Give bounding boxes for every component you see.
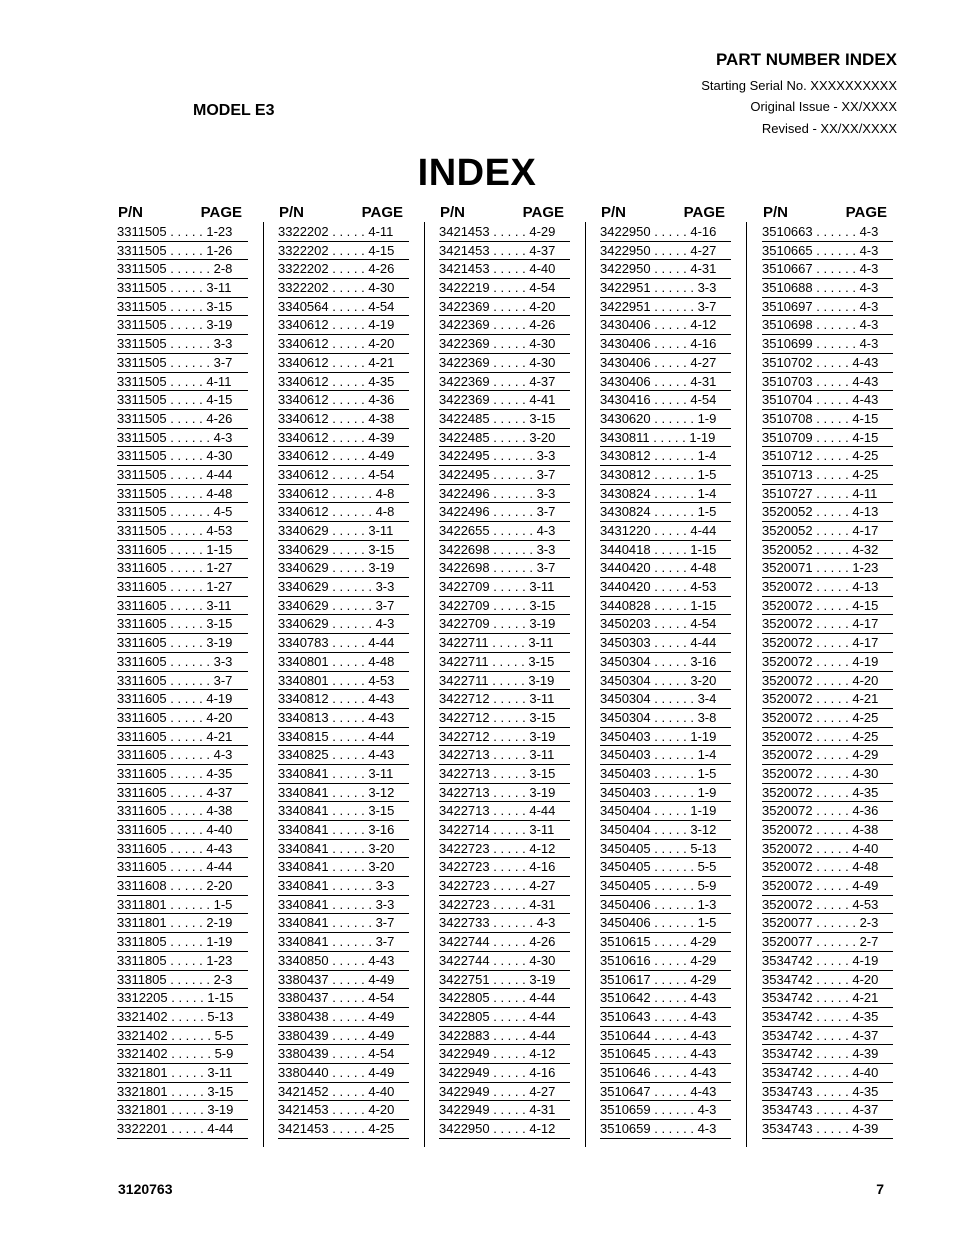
index-entry: 3422655 . . . . . . 4-3 (439, 522, 570, 541)
index-entry: 3430406 . . . . . 4-27 (600, 354, 731, 373)
index-entry: 3340612 . . . . . . 4-8 (278, 503, 409, 522)
index-entry: 3340612 . . . . . . 4-8 (278, 485, 409, 504)
index-entry: 3340841 . . . . . 3-12 (278, 784, 409, 803)
index-entry: 3340841 . . . . . 3-16 (278, 821, 409, 840)
index-entry: 3422369 . . . . . 4-20 (439, 298, 570, 317)
index-entry: 3510704 . . . . . 4-43 (762, 391, 893, 410)
index-entry: 3422949 . . . . . 4-16 (439, 1064, 570, 1083)
page-header: PAGE (200, 204, 242, 221)
index-entry: 3311605 . . . . . 4-44 (117, 858, 248, 877)
index-entry: 3422709 . . . . . 3-19 (439, 615, 570, 634)
index-entry: 3520077 . . . . . . 2-7 (762, 933, 893, 952)
index-entry: 3311605 . . . . . 1-27 (117, 578, 248, 597)
index-entry: 3422495 . . . . . . 3-7 (439, 466, 570, 485)
index-entry: 3520071 . . . . . 1-23 (762, 559, 893, 578)
index-entry: 3380437 . . . . . 4-49 (278, 971, 409, 990)
index-entry: 3534742 . . . . . 4-19 (762, 952, 893, 971)
index-entry: 3340629 . . . . . . 3-3 (278, 578, 409, 597)
index-entry: 3340841 . . . . . 3-20 (278, 840, 409, 859)
index-entry: 3520072 . . . . . 4-53 (762, 896, 893, 915)
index-entry: 3510659 . . . . . . 4-3 (600, 1101, 731, 1120)
column-header (117, 203, 248, 223)
index-entry: 3510659 . . . . . . 4-3 (600, 1120, 731, 1139)
index-entry: 3380439 . . . . . 4-49 (278, 1027, 409, 1046)
index-entry: 3520072 . . . . . 4-19 (762, 653, 893, 672)
index-entry: 3510703 . . . . . 4-43 (762, 373, 893, 392)
index-entry: 3340841 . . . . . . 3-3 (278, 896, 409, 915)
index-entry: 3450403 . . . . . . 1-5 (600, 765, 731, 784)
page-header: PAGE (522, 204, 564, 221)
index-entry: 3534742 . . . . . 4-20 (762, 971, 893, 990)
index-entry: 3311605 . . . . . . 3-7 (117, 672, 248, 691)
index-entry: 3430406 . . . . . 4-31 (600, 373, 731, 392)
pn-header: P/N (601, 204, 627, 221)
index-entry: 3340612 . . . . . 4-36 (278, 391, 409, 410)
index-entry: 3450403 . . . . . . 1-4 (600, 746, 731, 765)
pn-header: P/N (118, 204, 144, 221)
index-entry: 3534743 . . . . . 4-35 (762, 1083, 893, 1102)
index-entry: 3534742 . . . . . 4-39 (762, 1045, 893, 1064)
original-issue-line: Original Issue - XX/XXXX (750, 99, 897, 114)
index-entry: 3450304 . . . . . 3-16 (600, 653, 731, 672)
index-entry: 3440420 . . . . . 4-53 (600, 578, 731, 597)
index-column-2 (278, 203, 409, 1139)
index-entry: 3422369 . . . . . 4-30 (439, 354, 570, 373)
index-entry: 3322201 . . . . . 4-44 (117, 1120, 248, 1139)
index-entry: 3340815 . . . . . 4-44 (278, 728, 409, 747)
index-entry: 3311505 . . . . . 4-53 (117, 522, 248, 541)
index-entry: 3340629 . . . . . . 3-7 (278, 597, 409, 616)
index-entry: 3340841 . . . . . . 3-3 (278, 877, 409, 896)
index-entry: 3422713 . . . . . 3-15 (439, 765, 570, 784)
index-entry: 3510708 . . . . . 4-15 (762, 410, 893, 429)
index-entry: 3450406 . . . . . . 1-3 (600, 896, 731, 915)
index-column-1 (117, 203, 248, 1139)
index-entry: 3520052 . . . . . 4-32 (762, 541, 893, 560)
index-entry: 3422711 . . . . . 3-15 (439, 653, 570, 672)
index-entry: 3534742 . . . . . 4-35 (762, 1008, 893, 1027)
index-entry: 3422713 . . . . . 4-44 (439, 802, 570, 821)
index-entry: 3311505 . . . . . 4-26 (117, 410, 248, 429)
index-entry: 3520072 . . . . . 4-38 (762, 821, 893, 840)
index-entry: 3380438 . . . . . 4-49 (278, 1008, 409, 1027)
index-column-5 (762, 203, 893, 1139)
index-entry: 3311505 . . . . . 4-48 (117, 485, 248, 504)
index-entry: 3520072 . . . . . 4-17 (762, 615, 893, 634)
index-entry: 3422949 . . . . . 4-27 (439, 1083, 570, 1102)
index-entry: 3421453 . . . . . 4-20 (278, 1101, 409, 1120)
index-entry: 3520072 . . . . . 4-21 (762, 690, 893, 709)
column-header (600, 203, 731, 223)
index-entry: 3520072 . . . . . 4-13 (762, 578, 893, 597)
index-entry: 3510642 . . . . . 4-43 (600, 989, 731, 1008)
index-entry: 3422751 . . . . . 3-19 (439, 971, 570, 990)
index-entry: 3340612 . . . . . 4-20 (278, 335, 409, 354)
index-entry: 3520072 . . . . . 4-36 (762, 802, 893, 821)
index-entry: 3422949 . . . . . 4-31 (439, 1101, 570, 1120)
index-entry: 3510709 . . . . . 4-15 (762, 429, 893, 448)
index-entry: 3340801 . . . . . 4-53 (278, 672, 409, 691)
document-number: 3120763 (118, 1181, 173, 1197)
index-entry: 3421452 . . . . . 4-40 (278, 1083, 409, 1102)
index-entry: 3311505 . . . . . 4-11 (117, 373, 248, 392)
index-entry: 3534742 . . . . . 4-37 (762, 1027, 893, 1046)
pn-header: P/N (279, 204, 305, 221)
index-entry: 3322202 . . . . . 4-26 (278, 260, 409, 279)
index-entry: 3422709 . . . . . 3-11 (439, 578, 570, 597)
index-entry: 3321402 . . . . . 5-13 (117, 1008, 248, 1027)
index-entry: 3340801 . . . . . 4-48 (278, 653, 409, 672)
index-entry: 3520072 . . . . . 4-25 (762, 709, 893, 728)
index-entry: 3510667 . . . . . . 4-3 (762, 260, 893, 279)
page-number: 7 (876, 1181, 884, 1197)
index-entry: 3422714 . . . . . 3-11 (439, 821, 570, 840)
index-entry: 3340629 . . . . . 3-19 (278, 559, 409, 578)
index-entry: 3422713 . . . . . 3-19 (439, 784, 570, 803)
index-entry: 3422805 . . . . . 4-44 (439, 1008, 570, 1027)
index-entry: 3380439 . . . . . 4-54 (278, 1045, 409, 1064)
revised-line: Revised - XX/XX/XXXX (761, 121, 897, 136)
section-title: PART NUMBER INDEX (715, 50, 897, 69)
index-entry: 3311505 . . . . . . 3-7 (117, 354, 248, 373)
index-entry: 3340564 . . . . . 4-54 (278, 298, 409, 317)
index-rows (600, 223, 731, 1139)
index-entry: 3450403 . . . . . 1-19 (600, 728, 731, 747)
index-entry: 3510617 . . . . . 4-29 (600, 971, 731, 990)
index-entry: 3321801 . . . . . 3-11 (117, 1064, 248, 1083)
index-entry: 3322202 . . . . . 4-11 (278, 223, 409, 242)
index-rows (278, 223, 409, 1139)
pn-header: P/N (440, 204, 466, 221)
index-entry: 3510616 . . . . . 4-29 (600, 952, 731, 971)
index-entry: 3311505 . . . . . . 2-8 (117, 260, 248, 279)
index-entry: 3422744 . . . . . 4-26 (439, 933, 570, 952)
index-entry: 3340612 . . . . . 4-38 (278, 410, 409, 429)
index-entry: 3322202 . . . . . 4-15 (278, 242, 409, 261)
index-entry: 3450405 . . . . . 5-13 (600, 840, 731, 859)
column-divider (746, 222, 747, 1147)
index-entry: 3311605 . . . . . 3-15 (117, 615, 248, 634)
index-entry: 3520072 . . . . . 4-35 (762, 784, 893, 803)
column-header (762, 203, 893, 223)
index-entry: 3422369 . . . . . 4-30 (439, 335, 570, 354)
index-entry: 3422723 . . . . . 4-27 (439, 877, 570, 896)
index-entry: 3311605 . . . . . 4-19 (117, 690, 248, 709)
index-entry: 3340612 . . . . . 4-39 (278, 429, 409, 448)
index-entry: 3311505 . . . . . 1-26 (117, 242, 248, 261)
index-entry: 3510699 . . . . . . 4-3 (762, 335, 893, 354)
index-entry: 3422712 . . . . . 3-11 (439, 690, 570, 709)
index-entry: 3430416 . . . . . 4-54 (600, 391, 731, 410)
index-entry: 3520072 . . . . . 4-20 (762, 672, 893, 691)
index-entry: 3422495 . . . . . . 3-3 (439, 447, 570, 466)
index-entry: 3510698 . . . . . . 4-3 (762, 316, 893, 335)
index-entry: 3311505 . . . . . . 3-3 (117, 335, 248, 354)
index-entry: 3510643 . . . . . 4-43 (600, 1008, 731, 1027)
index-entry: 3321801 . . . . . 3-15 (117, 1083, 248, 1102)
index-entry: 3422723 . . . . . 4-31 (439, 896, 570, 915)
index-entry: 3321402 . . . . . . 5-5 (117, 1027, 248, 1046)
index-entry: 3450304 . . . . . . 3-8 (600, 709, 731, 728)
index-entry: 3422883 . . . . . 4-44 (439, 1027, 570, 1046)
index-entry: 3510702 . . . . . 4-43 (762, 354, 893, 373)
column-divider (424, 222, 425, 1147)
index-entry: 3422709 . . . . . 3-15 (439, 597, 570, 616)
column-divider (585, 222, 586, 1147)
index-entry: 3534743 . . . . . 4-39 (762, 1120, 893, 1139)
index-entry: 3430812 . . . . . . 1-4 (600, 447, 731, 466)
index-entry: 3510665 . . . . . . 4-3 (762, 242, 893, 261)
index-entry: 3422950 . . . . . 4-27 (600, 242, 731, 261)
index-rows (762, 223, 893, 1139)
index-entry: 3311505 . . . . . 4-15 (117, 391, 248, 410)
index-entry: 3520052 . . . . . 4-13 (762, 503, 893, 522)
index-entry: 3340841 . . . . . 3-11 (278, 765, 409, 784)
index-entry: 3380437 . . . . . 4-54 (278, 989, 409, 1008)
index-entry: 3422713 . . . . . 3-11 (439, 746, 570, 765)
index-entry: 3520052 . . . . . 4-17 (762, 522, 893, 541)
index-entry: 3311805 . . . . . . 2-3 (117, 971, 248, 990)
index-entry: 3321402 . . . . . . 5-9 (117, 1045, 248, 1064)
index-entry: 3311605 . . . . . . 3-3 (117, 653, 248, 672)
index-entry: 3520072 . . . . . 4-29 (762, 746, 893, 765)
index-entry: 3311505 . . . . . 3-19 (117, 316, 248, 335)
index-entry: 3510615 . . . . . 4-29 (600, 933, 731, 952)
index-entry: 3422949 . . . . . 4-12 (439, 1045, 570, 1064)
index-entry: 3311505 . . . . . . 4-3 (117, 429, 248, 448)
index-entry: 3520077 . . . . . . 2-3 (762, 914, 893, 933)
index-entry: 3510663 . . . . . . 4-3 (762, 223, 893, 242)
index-entry: 3440418 . . . . . 1-15 (600, 541, 731, 560)
index-entry: 3430620 . . . . . . 1-9 (600, 410, 731, 429)
index-entry: 3430824 . . . . . . 1-5 (600, 503, 731, 522)
index-entry: 3520072 . . . . . 4-49 (762, 877, 893, 896)
index-entry: 3340612 . . . . . 4-21 (278, 354, 409, 373)
column-divider (263, 222, 264, 1147)
index-entry: 3311605 . . . . . 4-37 (117, 784, 248, 803)
page-title: INDEX (417, 152, 537, 194)
index-entry: 3311505 . . . . . 4-44 (117, 466, 248, 485)
index-entry: 3422950 . . . . . 4-31 (600, 260, 731, 279)
index-entry: 3520072 . . . . . 4-40 (762, 840, 893, 859)
index-entry: 3422369 . . . . . 4-37 (439, 373, 570, 392)
index-entry: 3311605 . . . . . 4-21 (117, 728, 248, 747)
index-entry: 3340841 . . . . . 3-15 (278, 802, 409, 821)
index-entry: 3322202 . . . . . 4-30 (278, 279, 409, 298)
index-rows (439, 223, 570, 1139)
column-header (278, 203, 409, 223)
index-entry: 3422951 . . . . . . 3-7 (600, 298, 731, 317)
index-entry: 3311605 . . . . . 3-19 (117, 634, 248, 653)
index-entry: 3510646 . . . . . 4-43 (600, 1064, 731, 1083)
index-entry: 3510727 . . . . . 4-11 (762, 485, 893, 504)
index-entry: 3422219 . . . . . 4-54 (439, 279, 570, 298)
index-entry: 3311805 . . . . . 1-23 (117, 952, 248, 971)
index-entry: 3311805 . . . . . 1-19 (117, 933, 248, 952)
index-entry: 3340612 . . . . . 4-49 (278, 447, 409, 466)
index-entry: 3430824 . . . . . . 1-4 (600, 485, 731, 504)
index-entry: 3534743 . . . . . 4-37 (762, 1101, 893, 1120)
index-entry: 3440420 . . . . . 4-48 (600, 559, 731, 578)
index-entry: 3430811 . . . . . 1-19 (600, 429, 731, 448)
index-entry: 3510697 . . . . . . 4-3 (762, 298, 893, 317)
index-entry: 3340629 . . . . . 3-15 (278, 541, 409, 560)
index-entry: 3422951 . . . . . . 3-3 (600, 279, 731, 298)
page-header: PAGE (845, 204, 887, 221)
index-entry: 3440828 . . . . . 1-15 (600, 597, 731, 616)
index-entry: 3450304 . . . . . 3-20 (600, 672, 731, 691)
index-entry: 3311605 . . . . . 4-38 (117, 802, 248, 821)
index-entry: 3340841 . . . . . . 3-7 (278, 914, 409, 933)
index-entry: 3311605 . . . . . 4-35 (117, 765, 248, 784)
index-entry: 3510645 . . . . . 4-43 (600, 1045, 731, 1064)
index-entry: 3450203 . . . . . 4-54 (600, 615, 731, 634)
index-entry: 3450405 . . . . . . 5-5 (600, 858, 731, 877)
serial-number-line: Starting Serial No. XXXXXXXXXX (701, 78, 897, 93)
pn-header: P/N (763, 204, 789, 221)
index-entry: 3534742 . . . . . 4-21 (762, 989, 893, 1008)
index-entry: 3430812 . . . . . . 1-5 (600, 466, 731, 485)
index-entry: 3422711 . . . . . 3-19 (439, 672, 570, 691)
index-entry: 3421453 . . . . . 4-40 (439, 260, 570, 279)
index-entry: 3340612 . . . . . 4-35 (278, 373, 409, 392)
index-entry: 3311505 . . . . . 3-11 (117, 279, 248, 298)
index-entry: 3510688 . . . . . . 4-3 (762, 279, 893, 298)
page-header: PAGE (361, 204, 403, 221)
index-entry: 3450404 . . . . . 3-12 (600, 821, 731, 840)
index-entry: 3450303 . . . . . 4-44 (600, 634, 731, 653)
index-entry: 3340825 . . . . . 4-43 (278, 746, 409, 765)
index-entry: 3422950 . . . . . 4-12 (439, 1120, 570, 1139)
index-entry: 3510713 . . . . . 4-25 (762, 466, 893, 485)
index-entry: 3422711 . . . . . 3-11 (439, 634, 570, 653)
index-entry: 3430406 . . . . . 4-16 (600, 335, 731, 354)
index-entry: 3312205 . . . . . 1-15 (117, 989, 248, 1008)
index-entry: 3311505 . . . . . 4-30 (117, 447, 248, 466)
index-entry: 3422744 . . . . . 4-30 (439, 952, 570, 971)
index-entry: 3422485 . . . . . 3-15 (439, 410, 570, 429)
index-entry: 3520072 . . . . . 4-25 (762, 728, 893, 747)
index-entry: 3340612 . . . . . 4-54 (278, 466, 409, 485)
index-entry: 3422496 . . . . . . 3-7 (439, 503, 570, 522)
index-entry: 3340850 . . . . . 4-43 (278, 952, 409, 971)
index-entry: 3422485 . . . . . 3-20 (439, 429, 570, 448)
index-entry: 3450405 . . . . . . 5-9 (600, 877, 731, 896)
index-entry: 3422950 . . . . . 4-16 (600, 223, 731, 242)
index-entry: 3422723 . . . . . 4-12 (439, 840, 570, 859)
index-entry: 3430406 . . . . . 4-12 (600, 316, 731, 335)
index-entry: 3311801 . . . . . 2-19 (117, 914, 248, 933)
index-entry: 3311605 . . . . . 4-20 (117, 709, 248, 728)
index-entry: 3450404 . . . . . 1-19 (600, 802, 731, 821)
index-entry: 3422723 . . . . . 4-16 (439, 858, 570, 877)
index-entry: 3422712 . . . . . 3-15 (439, 709, 570, 728)
index-entry: 3510712 . . . . . 4-25 (762, 447, 893, 466)
index-entry: 3311605 . . . . . 4-43 (117, 840, 248, 859)
index-entry: 3311605 . . . . . 3-11 (117, 597, 248, 616)
index-entry: 3421453 . . . . . 4-37 (439, 242, 570, 261)
index-entry: 3380440 . . . . . 4-49 (278, 1064, 409, 1083)
index-entry: 3534742 . . . . . 4-40 (762, 1064, 893, 1083)
index-entry: 3520072 . . . . . 4-48 (762, 858, 893, 877)
index-entry: 3450403 . . . . . . 1-9 (600, 784, 731, 803)
index-entry: 3311505 . . . . . . 4-5 (117, 503, 248, 522)
index-entry: 3422712 . . . . . 3-19 (439, 728, 570, 747)
index-entry: 3311605 . . . . . 1-15 (117, 541, 248, 560)
index-entry: 3340629 . . . . . 3-11 (278, 522, 409, 541)
index-entry: 3311605 . . . . . 4-40 (117, 821, 248, 840)
index-entry: 3340629 . . . . . . 4-3 (278, 615, 409, 634)
index-entry: 3311505 . . . . . 1-23 (117, 223, 248, 242)
index-entry: 3340783 . . . . . 4-44 (278, 634, 409, 653)
index-column-3 (439, 203, 570, 1139)
index-entry: 3422369 . . . . . 4-41 (439, 391, 570, 410)
index-entry: 3431220 . . . . . 4-44 (600, 522, 731, 541)
index-entry: 3311801 . . . . . . 1-5 (117, 896, 248, 915)
index-entry: 3311605 . . . . . 1-27 (117, 559, 248, 578)
index-entry: 3421453 . . . . . 4-25 (278, 1120, 409, 1139)
index-entry: 3340812 . . . . . 4-43 (278, 690, 409, 709)
index-entry: 3422496 . . . . . . 3-3 (439, 485, 570, 504)
index-entry: 3450406 . . . . . . 1-5 (600, 914, 731, 933)
index-entry: 3422805 . . . . . 4-44 (439, 989, 570, 1008)
page-header: PAGE (683, 204, 725, 221)
index-entry: 3421453 . . . . . 4-29 (439, 223, 570, 242)
index-entry: 3422698 . . . . . . 3-7 (439, 559, 570, 578)
index-column-4 (600, 203, 731, 1139)
index-entry: 3311605 . . . . . . 4-3 (117, 746, 248, 765)
index-entry: 3520072 . . . . . 4-30 (762, 765, 893, 784)
index-entry: 3340612 . . . . . 4-19 (278, 316, 409, 335)
index-entry: 3311505 . . . . . 3-15 (117, 298, 248, 317)
index-entry: 3311608 . . . . . 2-20 (117, 877, 248, 896)
index-entry: 3422369 . . . . . 4-26 (439, 316, 570, 335)
index-rows (117, 223, 248, 1139)
index-entry: 3321801 . . . . . 3-19 (117, 1101, 248, 1120)
index-entry: 3340841 . . . . . 3-20 (278, 858, 409, 877)
index-entry: 3520072 . . . . . 4-15 (762, 597, 893, 616)
index-entry: 3510647 . . . . . 4-43 (600, 1083, 731, 1102)
index-entry: 3510644 . . . . . 4-43 (600, 1027, 731, 1046)
index-entry: 3340813 . . . . . 4-43 (278, 709, 409, 728)
index-entry: 3520072 . . . . . 4-17 (762, 634, 893, 653)
model-label: MODEL E3 (193, 102, 275, 119)
index-entry: 3422698 . . . . . . 3-3 (439, 541, 570, 560)
index-entry: 3450304 . . . . . . 3-4 (600, 690, 731, 709)
index-entry: 3340841 . . . . . . 3-7 (278, 933, 409, 952)
column-header (439, 203, 570, 223)
index-entry: 3422733 . . . . . . 4-3 (439, 914, 570, 933)
